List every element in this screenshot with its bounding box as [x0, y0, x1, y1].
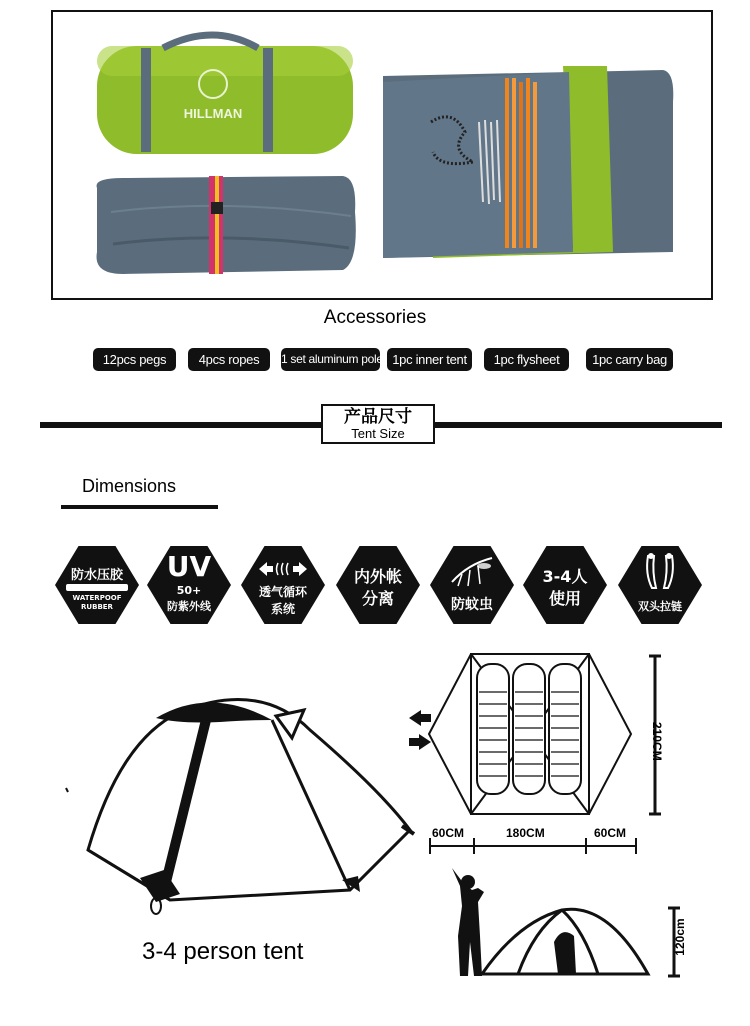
feature-ventilation [241, 546, 325, 624]
tent-size-cn: 产品尺寸 [344, 407, 412, 427]
zipper-icon [642, 552, 678, 592]
floor-plan-diagram [405, 652, 675, 818]
accessory-pegs: 12pcs pegs [93, 348, 176, 371]
accessory-carry-bag: 1pc carry bag [586, 348, 673, 371]
feature-ventilation-cn2: 系统 [270, 602, 295, 616]
feature-uv [147, 546, 231, 624]
people-icon: 3-4人 [542, 567, 588, 586]
accessory-inner-tent: 1pc inner tent [387, 348, 472, 371]
tent-size-en: Tent Size [351, 426, 405, 441]
accessory-ropes: 4pcs ropes [188, 348, 270, 371]
feature-waterproof-en1: WATERPOOF [72, 594, 122, 602]
door-arrows [409, 710, 431, 750]
tent-outline-drawing [60, 680, 420, 920]
feature-double-layer-cn2: 分离 [361, 589, 394, 608]
person-silhouette [452, 868, 484, 976]
floor-length-label: 210CM [650, 722, 664, 761]
rolled-tent-image [97, 176, 356, 274]
feature-double-layer-cn1: 内外帐 [353, 567, 402, 586]
feature-ventilation-cn1: 透气循环 [258, 585, 307, 599]
feature-mosquito [430, 546, 514, 624]
feature-waterproof-cn: 防水压胶 [70, 568, 123, 583]
sleeping-bags [477, 664, 581, 794]
feature-waterproof-en2: RUBBER [81, 603, 113, 611]
accessory-pole: 1 set aluminum pole [281, 348, 380, 371]
vestibule-left-label: 60CM [432, 826, 465, 840]
feature-mosquito-cn: 防蚊虫 [451, 597, 493, 613]
dimensions-underline [61, 505, 218, 509]
accessories-photo [51, 10, 713, 300]
divider-right [434, 422, 722, 428]
height-comparison-diagram [438, 866, 688, 982]
feature-uv-rating: 50+ [176, 584, 202, 597]
feature-people [523, 546, 607, 624]
capacity-label: 3-4 person tent [142, 938, 304, 965]
brand-logo: HILLMAN [183, 106, 243, 121]
tent-package-illustration [53, 12, 711, 298]
feature-zipper-cn: 双头拉链 [638, 600, 682, 613]
tent-size-heading [321, 404, 435, 444]
vestibule-right-label: 60CM [594, 826, 627, 840]
waterproof-icon [66, 584, 128, 591]
feature-double-layer [336, 546, 420, 624]
divider-left [40, 422, 322, 428]
feature-people-cn: 使用 [548, 589, 581, 608]
inner-width-label: 180CM [506, 826, 545, 840]
dimensions-title: Dimensions [82, 476, 177, 496]
feature-waterproof [55, 546, 139, 624]
tent-height-label: 120cm [673, 918, 687, 956]
uv-icon: UV [166, 550, 212, 583]
accessory-flysheet: 1pc flysheet [484, 348, 569, 371]
mosquito-icon [448, 554, 496, 588]
ventilation-icon [257, 560, 309, 578]
carry-bag-image [97, 35, 353, 154]
feature-zipper [618, 546, 702, 624]
feature-uv-cn: 防紫外线 [167, 600, 211, 613]
accessories-title: Accessories [323, 307, 427, 328]
